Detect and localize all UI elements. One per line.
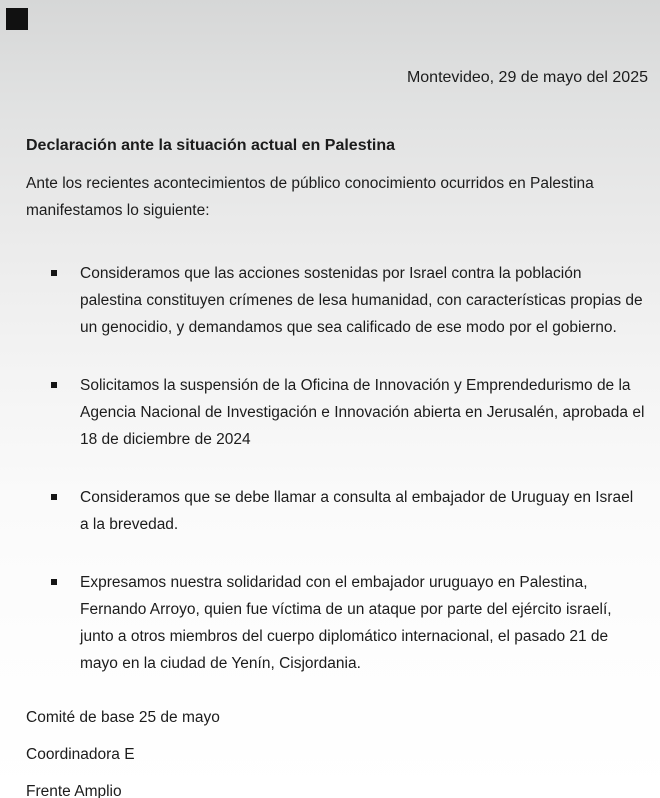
signature-party: Frente Amplio bbox=[26, 783, 122, 798]
intro-paragraph: Ante los recientes acontecimientos de público conocimiento ocurridos en Palestina manifestamos lo siguiente: bbox=[26, 175, 594, 219]
signature-coordinator: Coordinadora E bbox=[26, 746, 135, 763]
bullet-text: Consideramos que las acciones sostenidas por Israel contra la población palestina constituyen crímenes de lesa humanidad, con características propias de un genocidio, y demandamos que sea calificado de ese modo por el gobierno. bbox=[80, 265, 643, 336]
bullet-square-icon bbox=[51, 494, 57, 500]
bullet-text: Expresamos nuestra solidaridad con el embajador uruguayo en Palestina, Fernando Arroyo, quien fue víctima de un ataque por parte del ejército israelí, junto a otros miembros del cuerpo diplomático internacional, el pasado 21 de mayo en la ciudad de Yenín, Cisjordania. bbox=[80, 574, 612, 672]
bullet-item-solidarity-statement bbox=[26, 569, 645, 677]
bullet-item-ambassador-consultation bbox=[26, 484, 645, 538]
bullet-text: Consideramos que se debe llamar a consulta al embajador de Uruguay en Israel a la brevedad. bbox=[80, 489, 634, 533]
bullet-square-icon bbox=[51, 382, 57, 388]
signature-committee: Comité de base 25 de mayo bbox=[26, 709, 220, 726]
bullet-item-genocide-statement bbox=[26, 260, 645, 341]
bullet-list bbox=[0, 260, 660, 677]
scan-artifact-square bbox=[6, 8, 28, 30]
signature-block bbox=[26, 708, 648, 798]
bullet-square-icon bbox=[51, 579, 57, 585]
bullet-text: Solicitamos la suspensión de la Oficina de Innovación y Emprendedurismo de la Agencia Nacional de Investigación e Innovación abierta en Jerusalén, aprobada el 18 de diciembre de 2024 bbox=[80, 377, 645, 448]
bullet-item-office-suspension bbox=[26, 372, 645, 453]
date-line: Montevideo, 29 de mayo del 2025 bbox=[406, 69, 648, 86]
bullet-square-icon bbox=[51, 270, 57, 276]
document-title: Declaración ante la situación actual en Palestina bbox=[26, 137, 396, 154]
